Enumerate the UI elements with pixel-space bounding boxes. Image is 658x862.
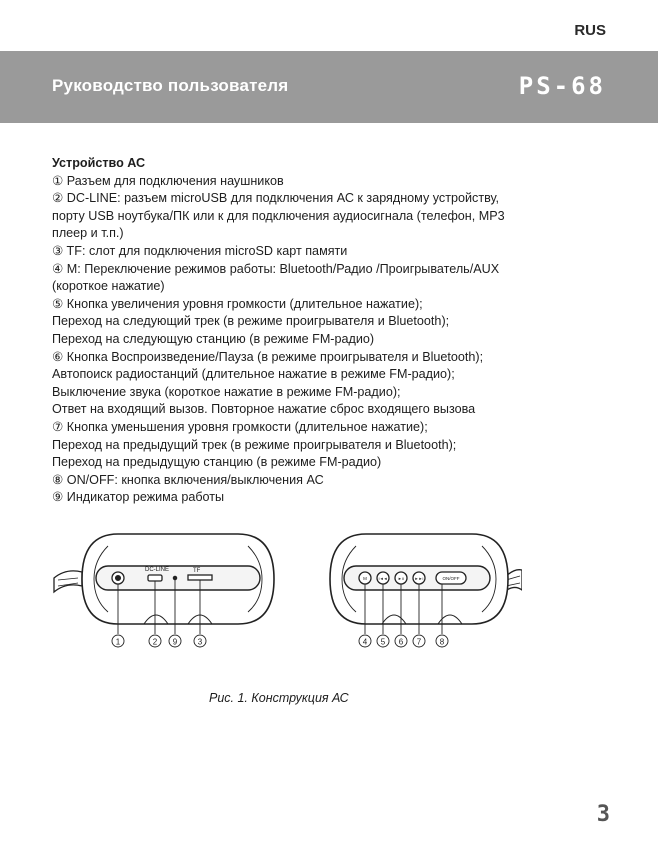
text-line: Переход на следующий трек (в режиме проигрывателя и Bluetooth); — [52, 314, 450, 329]
page-number: 3 — [596, 802, 610, 827]
speaker-diagram — [52, 520, 522, 660]
text-line: ⑨ Индикатор режима работы — [52, 490, 225, 505]
next-button-label: ►►I — [414, 576, 424, 581]
text-line: ④ M: Переключение режимов работы: Bluetooth/Радио /Проигрыватель/AUX — [52, 261, 500, 276]
speaker-left-view — [54, 534, 274, 624]
text-line: ⑥ Кнопка Воспроизведение/Пауза (в режиме проигрывателя и Bluetooth); — [52, 349, 484, 364]
text-line: Переход на предыдущий трек (в режиме проигрывателя и Bluetooth); — [52, 437, 457, 452]
dc-line-port-label: DC-LINE — [145, 567, 170, 573]
callout-markers-right — [359, 635, 448, 647]
callout-7: 7 — [416, 637, 422, 647]
figure-caption: Рис. 1. Конструкция АС — [209, 691, 349, 705]
callout-4: 4 — [362, 637, 368, 647]
prev-button-label: I◄◄ — [378, 576, 388, 581]
callout-3: 3 — [197, 637, 203, 647]
text-line: ② DC-LINE: разъем microUSB для подключения АС к зарядному устройству, — [52, 191, 500, 206]
text-line: ⑧ ON/OFF: кнопка включения/выключения АС — [52, 472, 324, 487]
tf-slot-label: TF — [193, 568, 201, 574]
callout-2: 2 — [152, 637, 158, 647]
text-line: Ответ на входящий вызов. Повторное нажатие сброс входящего вызова — [52, 402, 476, 417]
device-description — [52, 155, 612, 507]
page-title: Руководство пользователя — [52, 76, 289, 95]
text-line: порту USB ноутбука/ПК или к для подключения аудиосигнала (телефон, MP3 — [52, 208, 505, 223]
text-line: Переход на предыдущую станцию (в режиме FM-радио) — [52, 455, 382, 470]
text-line: ⑤ Кнопка увеличения уровня громкости (длительное нажатие); — [52, 296, 423, 311]
text-line: ① Разъем для подключения наушников — [52, 173, 284, 188]
callout-5: 5 — [380, 637, 386, 647]
model-name: PS-68 — [518, 72, 606, 100]
power-switch-label: ON/OFF — [442, 576, 460, 581]
text-line: Переход на следующую станцию (в режиме FM-радио) — [52, 331, 375, 346]
text-line: ⑦ Кнопка уменьшения уровня громкости (длительное нажатие); — [52, 419, 428, 434]
play-pause-button-label: ►II — [397, 576, 405, 581]
callout-markers-left — [112, 635, 206, 647]
language-label: RUS — [574, 22, 606, 39]
text-line: Автопоиск радиостанций (длительное нажатие в режиме FM-радио); — [52, 367, 455, 382]
callout-9: 9 — [172, 637, 178, 647]
callout-8: 8 — [439, 637, 445, 647]
mode-button-label: M — [363, 576, 367, 581]
callout-1: 1 — [115, 637, 121, 647]
text-line: (короткое нажатие) — [52, 279, 165, 294]
header-banner — [0, 51, 658, 123]
section-heading: Устройство АС — [52, 156, 146, 170]
text-line: Выключение звука (короткое нажатие в режиме FM-радио); — [52, 384, 401, 399]
callout-6: 6 — [398, 637, 404, 647]
text-line: плеер и т.п.) — [52, 226, 124, 241]
text-line: ③ TF: слот для подключения microSD карт памяти — [52, 243, 348, 258]
speaker-right-view — [330, 534, 522, 624]
